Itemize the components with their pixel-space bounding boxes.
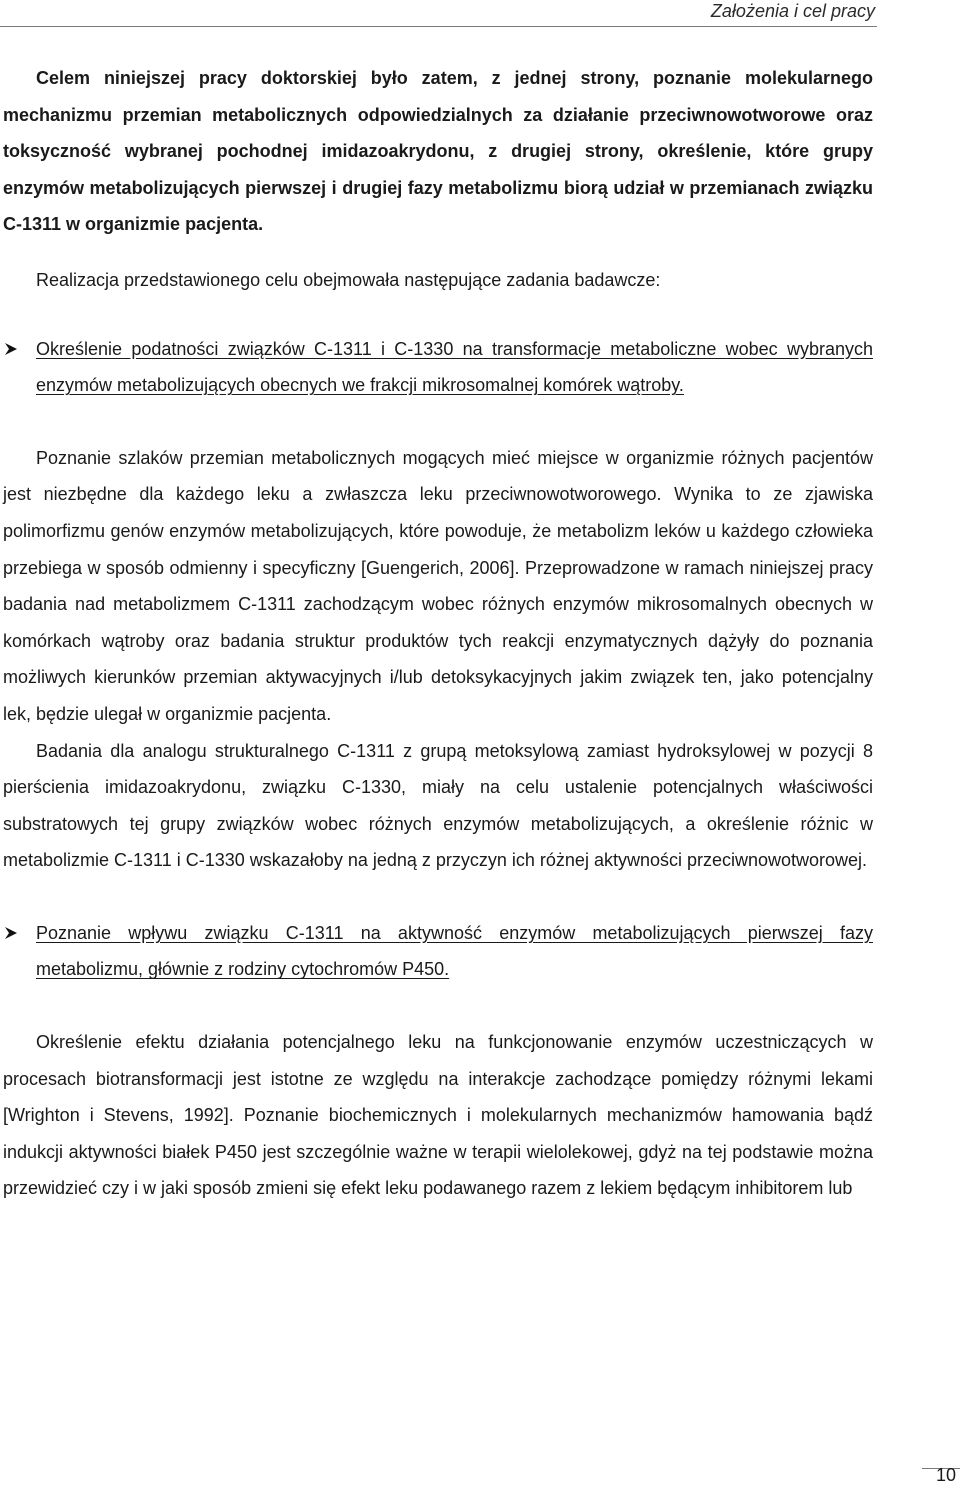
research-task-2 — [3, 915, 873, 988]
arrowhead-bullet-icon — [3, 341, 19, 357]
body-paragraph-1: Poznanie szlaków przemian metabolicznych mogących mieć miejsce w organizmie różnych pacjentów jest niezbędne dla każdego leku a zwłaszcza leku przeciwnowotworowego. Wynika to ze zjawiska polimorfizmu genów enzymów metabolizujących, które powoduje, że metabolizm leków u każdego człowieka przebiega w sposób odmienny i specyficzny [Guengerich, 2006]. Przeprowadzone w ramach niniejszej pracy badania nad metabolizmem C-1311 zachodzącym wobec różnych enzymów mikrosomalnych obecnych w komórkach wątroby oraz badania struktur produktów tych reakcji enzymatycznych dążyły do poznania możliwych kierunków przemian aktywacyjnych i/lub detoksykacyjnych jakim związek ten, jako potencjalny lek, będzie ulegał w organizmie pacjenta. — [3, 447, 873, 724]
page-number: 10 — [935, 1465, 956, 1485]
research-task-1 — [3, 331, 873, 404]
body-paragraph-2: Badania dla analogu strukturalnego C-1311 z grupą metoksylową zamiast hydroksylowej w pozycji 8 pierścienia imidazoakrydonu, związku C-1330, miały na celu ustalenie potencjalnych właściwości substratowych tej grupy związków wobec różnych enzymów metabolizujących, a określenie różnic w metabolizmie C-1311 i C-1330 wskazałoby na jedną z przyczyn ich różnej aktywności przeciwnowotworowej. — [3, 740, 873, 871]
goal-paragraph: Celem niniejszej pracy doktorskiej było zatem, z jednej strony, poznanie molekularnego mechanizmu przemian metabolicznych odpowiedzialnych za działanie przeciwnowotworowe oraz toksyczność wybranej pochodnej imidazoakrydonu, z drugiej strony, określenie, które grupy enzymów metabolizujących pierwszej i drugiej fazy metabolizmu biorą udział w przemianach związku C-1311 w organizmie pacjenta. — [3, 68, 873, 235]
research-task-2-text: Poznanie wpływu związku C-1311 na aktywność enzymów metabolizujących pierwszej fazy metabolizmu, głównie z rodziny cytochromów P450. — [36, 922, 873, 980]
arrowhead-bullet-icon — [3, 925, 19, 941]
research-task-1-text: Określenie podatności związków C-1311 i C-1330 na transformacje metaboliczne wobec wybranych enzymów metabolizujących obecnych we frakcji mikrosomalnej komórek wątroby. — [36, 338, 873, 396]
body-paragraph-3: Określenie efektu działania potencjalnego leku na funkcjonowanie enzymów uczestniczących w procesach biotransformacji jest istotne ze względu na interakcje zachodzące pomiędzy różnymi lekami [Wrighton i Stevens, 1992]. Poznanie biochemicznych i molekularnych mechanizmów hamowania bądź indukcji aktywności białek P450 jest szczególnie ważne w terapii wielolekowej, gdyż na tej podstawie można przewidzieć czy i w jaki sposób zmieni się efekt leku podawanego razem z lekiem będącym inhibitorem lub — [3, 1032, 873, 1199]
intro-paragraph: Realizacja przedstawionego celu obejmowała następujące zadania badawcze: — [36, 269, 661, 290]
header-title: Założenia i cel pracy — [710, 1, 875, 21]
running-header — [0, 0, 877, 27]
page-content — [3, 60, 873, 1207]
